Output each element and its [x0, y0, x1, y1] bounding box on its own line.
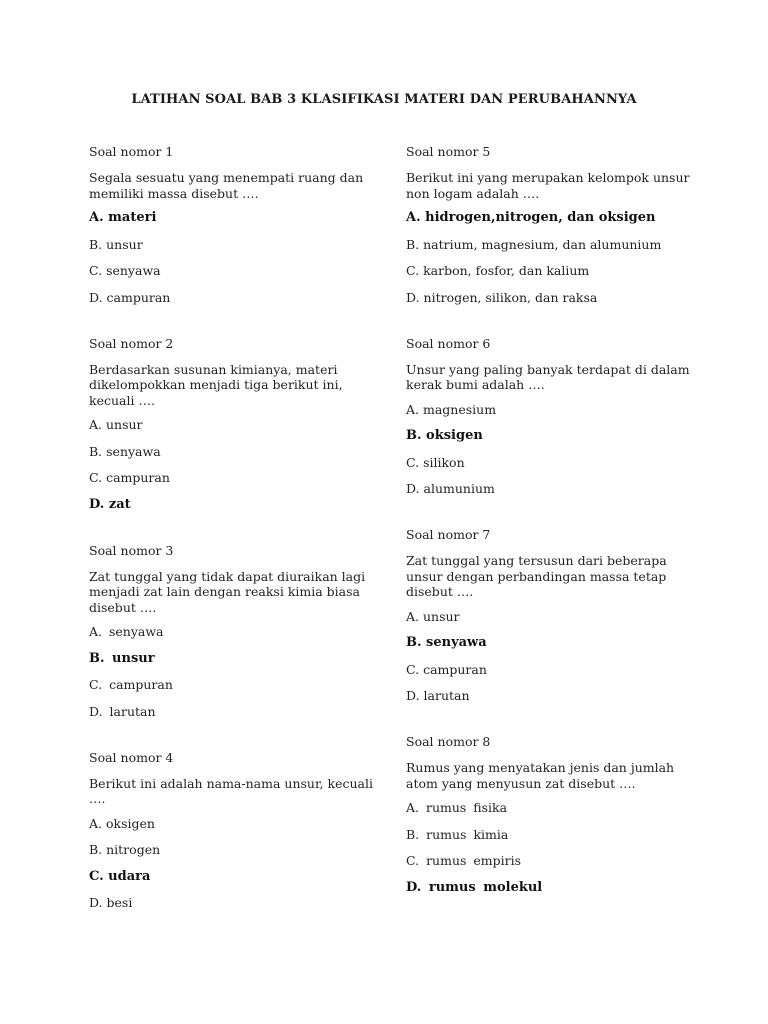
question-label: Soal nomor 8 — [406, 734, 491, 749]
option-b: B. nitrogen — [89, 842, 161, 857]
option-d-answer: D. rumus molekul — [406, 879, 543, 895]
option-a: A. unsur — [89, 417, 143, 432]
option-b: B. natrium, magnesium, dan alumunium — [406, 236, 662, 252]
question-text: Berikut ini adalah nama-nama unsur, kecuali …. — [89, 775, 373, 806]
option-a: A. senyawa — [89, 624, 164, 639]
option-d: D. besi — [89, 895, 133, 910]
option-c: C. campuran — [406, 661, 487, 677]
question-label: Soal nomor 1 — [89, 144, 174, 159]
option-c: C. karbon, fosfor, dan kalium — [406, 263, 590, 278]
page-title: LATIHAN SOAL BAB 3 KLASIFIKASI MATERI DAN PERUBAHANNYA — [131, 92, 637, 107]
option-c: C. campuran — [89, 677, 173, 692]
option-c: C. rumus empiris — [406, 853, 522, 868]
option-d: D. campuran — [89, 289, 171, 305]
option-c: C. silikon — [406, 454, 465, 470]
option-a: A. unsur — [406, 608, 460, 624]
question-3 — [89, 543, 379, 720]
option-c-answer: C. udara — [89, 868, 151, 884]
question-2 — [89, 336, 379, 513]
question-text: Berdasarkan susunan kimianya, materi dikelompokkan menjadi tiga berikut ini, kecuali …. — [89, 361, 343, 408]
option-d: D. larutan — [406, 688, 470, 703]
option-d: D. nitrogen, silikon, dan raksa — [406, 289, 598, 305]
question-label: Soal nomor 2 — [89, 335, 174, 351]
option-c: C. senyawa — [89, 263, 161, 278]
left-column — [89, 144, 379, 922]
question-8 — [406, 734, 696, 896]
option-b-answer: B. unsur — [89, 650, 155, 666]
question-label: Soal nomor 5 — [406, 144, 491, 159]
option-b-answer: B. oksigen — [406, 428, 483, 443]
option-d-answer: D. zat — [89, 496, 131, 512]
question-text: Rumus yang menyatakan jenis dan jumlah atom yang menyusun zat disebut …. — [406, 760, 675, 791]
option-d: D. alumunium — [406, 481, 495, 496]
option-d: D. larutan — [89, 703, 156, 719]
option-b: B. senyawa — [89, 443, 161, 459]
question-label: Soal nomor 6 — [406, 335, 491, 351]
option-c: C. campuran — [89, 470, 170, 485]
question-label: Soal nomor 4 — [89, 749, 174, 765]
option-a-answer: A. hidrogen,nitrogen, dan oksigen — [406, 210, 656, 225]
question-5 — [406, 144, 696, 306]
option-a: A. rumus fisika — [406, 800, 508, 815]
question-text: Berikut ini yang merupakan kelompok unsur non logam adalah …. — [406, 170, 690, 201]
option-a-answer: A. materi — [89, 210, 157, 225]
question-text: Zat tunggal yang tersusun dari beberapa unsur dengan perbandingan massa tetap disebut …. — [406, 553, 667, 599]
option-b: B. unsur — [89, 236, 143, 252]
question-label: Soal nomor 3 — [89, 542, 174, 558]
question-7 — [406, 527, 696, 704]
question-label: Soal nomor 7 — [406, 527, 491, 542]
right-column — [406, 144, 696, 906]
question-1 — [89, 144, 379, 306]
question-text: Zat tunggal yang tidak dapat diuraikan lagi menjadi zat lain dengan reaksi kimia biasa disebut …. — [89, 568, 366, 615]
option-b: B. rumus kimia — [406, 826, 509, 842]
question-6 — [406, 336, 696, 498]
option-a: A. oksigen — [89, 815, 155, 831]
question-text: Segala sesuatu yang menempati ruang dan memiliki massa disebut …. — [89, 170, 364, 201]
question-4 — [89, 750, 379, 912]
option-b-answer: B. senyawa — [406, 635, 487, 650]
question-text: Unsur yang paling banyak terdapat di dalam kerak bumi adalah …. — [406, 361, 690, 392]
option-a: A. magnesium — [406, 401, 497, 417]
